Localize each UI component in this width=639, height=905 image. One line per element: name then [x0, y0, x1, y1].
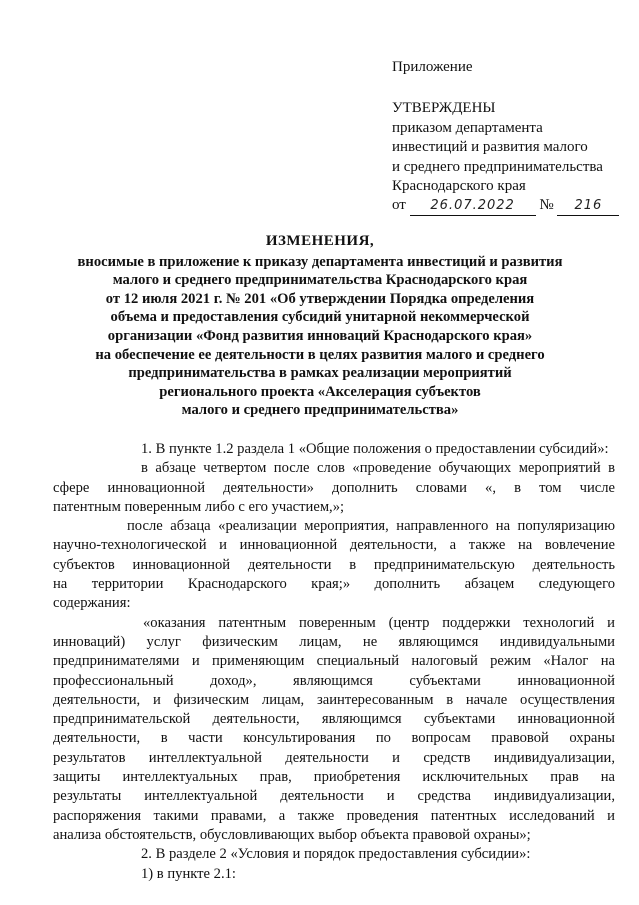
title-heading: ИЗМЕНЕНИЯ, — [265, 233, 375, 249]
title-line: предпринимательства в рамках реализации мероприятий — [128, 365, 512, 382]
number-prefix: № — [539, 197, 554, 214]
title-line: малого и среднего предпринимательства» — [181, 402, 459, 419]
title-line: малого и среднего предпринимательства Краснодарского края — [112, 272, 528, 289]
body-line: патентным поверенным либо с его участием,»; — [53, 498, 345, 515]
body-line: 2. В разделе 2 «Условия и порядок предоставления субсидии»: — [141, 846, 531, 863]
body-line: инноваций) услуг физическим лицам, не являющимся индивидуальными — [53, 633, 615, 650]
document-body — [53, 440, 615, 884]
body-line: деятельности, в части консультирования по вопросам правовой охраны — [53, 730, 615, 747]
body-line: в абзаце четвертом после слов «проведение обучающих мероприятий в — [141, 460, 615, 477]
body-line: результаты интеллектуальной деятельности и средства индивидуализации, — [53, 788, 615, 805]
body-line: сфере инновационной деятельности» дополнить словами «, в том числе — [53, 479, 615, 496]
title-line: от 12 июля 2021 г. № 201 «Об утверждении Порядка определения — [105, 290, 535, 307]
body-line: на территории Краснодарского края;» дополнить абзацем следующего — [53, 576, 615, 593]
body-line: результатов интеллектуальной деятельности и средств индивидуализации, — [53, 749, 615, 766]
body-line: «оказания патентным поверенным (центр поддержки технологий и — [143, 614, 615, 631]
body-line: защиты интеллектуальных прав, приобретения исключительных прав на — [53, 769, 615, 786]
body-line: анализа обстоятельств, обусловливающих выбор объекта правовой охраны»; — [53, 826, 531, 843]
body-line: предпринимательской деятельности, являющимся субъектами инновационной — [53, 711, 615, 728]
date-prefix: от — [392, 197, 406, 214]
appendix-label: Приложение — [392, 59, 473, 75]
title-line: объема и предоставления субсидий унитарной некоммерческой — [110, 309, 530, 326]
title-line: вносимые в приложение к приказу департамента инвестиций и развития — [77, 253, 563, 270]
document-title — [60, 232, 580, 420]
approval-block — [392, 58, 632, 216]
handwritten-date: 26.07.2022 — [410, 197, 536, 216]
body-line: научно-технологической и инновационной деятельности, а также на вовлечение — [53, 537, 615, 554]
body-line: содержания: — [53, 595, 131, 612]
title-line: на обеспечение ее деятельности в целях развития малого и среднего — [95, 346, 545, 363]
approval-line: и среднего предпринимательства — [392, 158, 603, 175]
body-line: деятельности, и физическим лицам, заинтересованным в начале осуществления — [53, 691, 615, 708]
approved-label: УТВЕРЖДЕНЫ — [392, 100, 496, 117]
approval-line: Краснодарского края — [392, 178, 526, 195]
handwritten-number: 216 — [557, 197, 619, 216]
body-line: профессиональный доход», являющимся субъектами инновационной — [53, 672, 615, 689]
body-line: 1. В пункте 1.2 раздела 1 «Общие положения о предоставлении субсидий»: — [141, 441, 609, 457]
date-number-line — [392, 196, 632, 216]
body-line: 1) в пункте 2.1: — [141, 865, 236, 882]
body-line: субъектов инновационной деятельности в предпринимательскую деятельность — [53, 556, 615, 573]
title-line: регионального проекта «Акселерация субъектов — [159, 383, 481, 400]
approval-line: приказом департамента — [392, 119, 543, 136]
body-line: предпринимателями и применяющим специальный налоговый режим «Налог на — [53, 653, 615, 670]
body-line: после абзаца «реализации мероприятия, направленного на популяризацию — [127, 518, 615, 535]
title-line: организации «Фонд развития инноваций Краснодарского края» — [107, 327, 533, 344]
approval-line: инвестиций и развития малого — [392, 139, 588, 156]
body-line: распоряжения такими правами, а также проведения патентных исследований и — [53, 807, 615, 824]
